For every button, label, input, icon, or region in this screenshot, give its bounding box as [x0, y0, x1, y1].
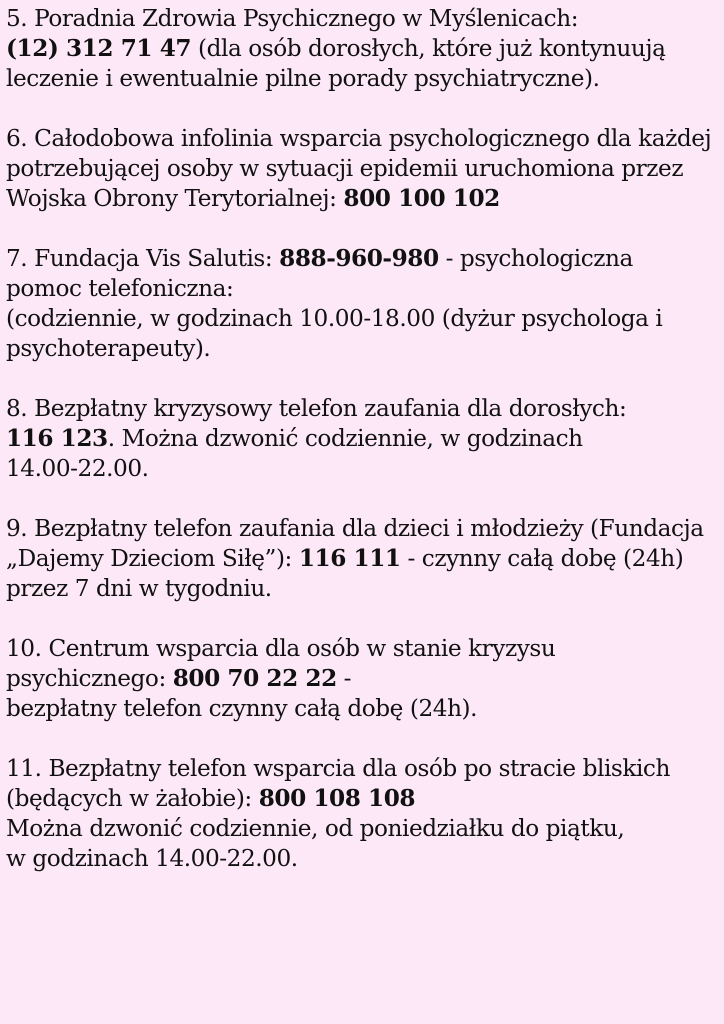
entry-text: 7. Fundacja Vis Salutis: [6, 245, 280, 272]
entry-line [6, 424, 724, 454]
helpline-entry [6, 394, 724, 484]
entry-line [6, 34, 724, 64]
entry-line [6, 784, 724, 814]
phone-number: 800 70 22 22 [172, 665, 337, 692]
helpline-entry [6, 4, 724, 94]
entry-text: „Dajemy Dzieciom Siłę”): [6, 545, 299, 572]
entry-line [6, 634, 724, 664]
entry-line [6, 844, 724, 874]
helpline-entry [6, 754, 724, 874]
entry-line [6, 304, 724, 334]
entry-line [6, 244, 724, 274]
entry-text: 6. Całodobowa infolinia wsparcia psychologicznego dla każdej [6, 125, 712, 152]
phone-number: 800 108 108 [258, 785, 416, 812]
phone-number: 888-960-980 [279, 245, 439, 272]
helpline-entry [6, 244, 724, 364]
phone-number: 116 123 [6, 425, 108, 452]
phone-number: 116 111 [298, 545, 401, 572]
helpline-entry [6, 124, 724, 214]
entry-text: Wojska Obrony Terytorialnej: [6, 185, 344, 212]
entry-line [6, 394, 724, 424]
entry-line [6, 544, 724, 574]
entry-line [6, 124, 724, 154]
entry-text: 10. Centrum wsparcia dla osób w stanie kryzysu [6, 635, 556, 662]
entry-text: bezpłatny telefon czynny całą dobę (24h). [6, 695, 478, 722]
entry-text: psychoterapeuty). [6, 335, 211, 362]
phone-number: 800 100 102 [343, 185, 500, 212]
helpline-entry [6, 634, 724, 724]
entry-text: potrzebującej osoby w sytuacji epidemii uruchomiona przez [6, 155, 684, 182]
entry-line [6, 184, 724, 214]
entry-line [6, 574, 724, 604]
phone-number: (12) 312 71 47 [6, 35, 192, 62]
entry-text: . Można dzwonić codziennie, w godzinach [107, 425, 583, 452]
entry-text: 14.00-22.00. [6, 455, 149, 482]
entry-text: (będących w żałobie): [6, 785, 259, 812]
entry-text: psychicznego: [6, 665, 173, 692]
entry-text: 8. Bezpłatny kryzysowy telefon zaufania dla dorosłych: [6, 395, 627, 422]
entry-text: 5. Poradnia Zdrowia Psychicznego w Myślenicach: [6, 5, 579, 32]
entry-text: - [336, 665, 352, 692]
entry-text: 11. Bezpłatny telefon wsparcia dla osób po stracie bliskich [6, 755, 670, 782]
entry-line [6, 664, 724, 694]
entry-text: Można dzwonić codziennie, od poniedziałku do piątku, [6, 815, 625, 842]
entry-text: - psychologiczna [438, 245, 633, 272]
entry-line [6, 64, 724, 94]
entry-line [6, 454, 724, 484]
entry-line [6, 4, 724, 34]
entry-line [6, 814, 724, 844]
entry-text: leczenie i ewentualnie pilne porady psychiatryczne). [6, 65, 600, 92]
entry-text: 9. Bezpłatny telefon zaufania dla dzieci i młodzieży (Fundacja [6, 515, 704, 542]
entry-text: (dla osób dorosłych, które już kontynuują [191, 35, 666, 62]
entry-line [6, 754, 724, 784]
entry-text: - czynny całą dobę (24h) [400, 545, 684, 572]
entry-text: w godzinach 14.00-22.00. [6, 845, 298, 872]
entry-line [6, 694, 724, 724]
entry-text: (codziennie, w godzinach 10.00-18.00 (dyżur psychologa i [6, 305, 663, 332]
entry-line [6, 514, 724, 544]
entry-line [6, 154, 724, 184]
entry-text: przez 7 dni w tygodniu. [6, 575, 272, 602]
helpline-entry [6, 514, 724, 604]
entry-text: pomoc telefoniczna: [6, 275, 234, 302]
entry-line [6, 274, 724, 304]
entry-line [6, 334, 724, 364]
